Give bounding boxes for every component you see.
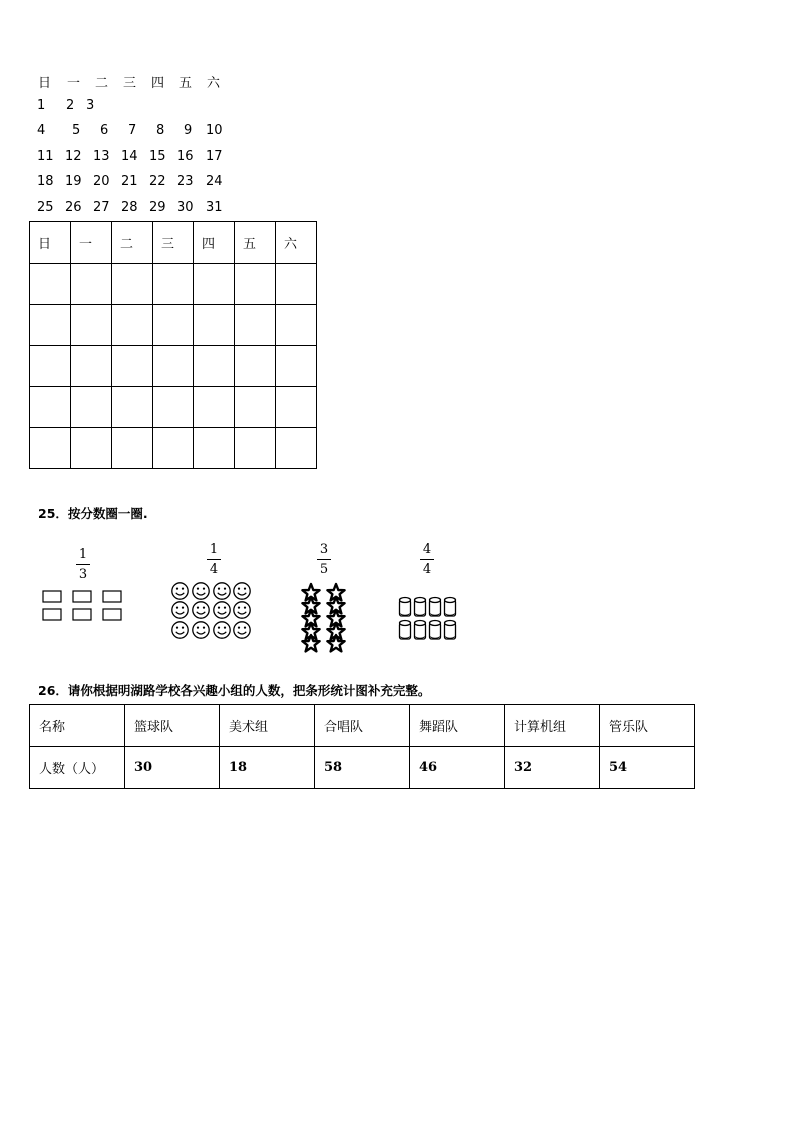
blank-cell[interactable] (153, 264, 194, 305)
date-number: 6 (100, 123, 109, 139)
empty-calendar-table (29, 221, 317, 469)
table-cell: 32 (505, 747, 600, 789)
rectangle-icon (43, 609, 61, 620)
blank-cell[interactable] (276, 428, 317, 469)
blank-cell[interactable] (112, 305, 153, 346)
date-number: 9 (184, 123, 193, 139)
blank-cell[interactable] (276, 264, 317, 305)
blank-cell[interactable] (71, 346, 112, 387)
blank-cell[interactable] (194, 346, 235, 387)
table-header-cell: 计算机组 (505, 705, 600, 747)
weekday-header-cell: 一 (71, 222, 112, 264)
smiley-icon (172, 622, 188, 638)
blank-cell[interactable] (71, 428, 112, 469)
table-header-cell: 舞蹈队 (410, 705, 505, 747)
date-number: 5 (72, 123, 81, 139)
date-number: 21 (121, 174, 138, 190)
smiley-icon (234, 622, 250, 638)
table-header-cell: 美术组 (220, 705, 315, 747)
star-group (297, 582, 351, 654)
date-number: 3 (86, 97, 95, 113)
cylinder-group (397, 596, 461, 644)
table-cell: 58 (315, 747, 410, 789)
blank-cell[interactable] (235, 428, 276, 469)
date-number: 17 (206, 148, 223, 164)
empty-calendar-header-row (30, 222, 317, 264)
table-cell: 54 (600, 747, 695, 789)
date-number: 13 (93, 148, 110, 164)
blank-cell[interactable] (112, 387, 153, 428)
blank-cell[interactable] (153, 387, 194, 428)
blank-cell[interactable] (235, 346, 276, 387)
cylinder-icon (430, 598, 441, 617)
cylinder-icon (445, 598, 456, 617)
date-number: 22 (149, 174, 166, 190)
date-number: 29 (149, 199, 166, 215)
smiley-icon (234, 583, 250, 599)
table-cell: 46 (410, 747, 505, 789)
date-number: 27 (93, 199, 110, 215)
fraction-1 (73, 547, 93, 582)
blank-cell[interactable] (30, 305, 71, 346)
weekday-header-cell: 六 (276, 222, 317, 264)
fraction-denominator: 5 (319, 562, 329, 577)
weekday-label: 四 (151, 76, 165, 91)
cylinder-icon (415, 621, 426, 640)
date-number: 4 (37, 123, 46, 139)
smiley-icon (193, 622, 209, 638)
weekday-label: 日 (38, 76, 52, 91)
smiley-icon (214, 622, 230, 638)
smiley-icon (214, 583, 230, 599)
date-number: 26 (65, 199, 82, 215)
empty-calendar-row (30, 387, 317, 428)
question-25-title: 25．按分数圈一圈. (38, 506, 148, 521)
blank-cell[interactable] (194, 305, 235, 346)
blank-cell[interactable] (71, 264, 112, 305)
fraction-2 (204, 542, 224, 577)
blank-cell[interactable] (276, 305, 317, 346)
rectangle-icon (73, 591, 91, 602)
empty-calendar-row (30, 346, 317, 387)
cylinder-icon (400, 621, 411, 640)
smiley-group (170, 581, 254, 641)
date-number: 8 (156, 123, 165, 139)
blank-cell[interactable] (112, 428, 153, 469)
fraction-bar (317, 559, 331, 560)
rectangle-group (42, 590, 124, 622)
smiley-icon (214, 602, 230, 618)
date-number: 10 (206, 123, 223, 139)
smiley-icon (193, 583, 209, 599)
fraction-denominator: 4 (209, 562, 219, 577)
interest-group-table (29, 704, 695, 789)
table-cell: 18 (220, 747, 315, 789)
rectangle-icon (103, 609, 121, 620)
fraction-numerator: 3 (319, 542, 329, 557)
blank-cell[interactable] (194, 264, 235, 305)
weekday-header-cell: 日 (30, 222, 71, 264)
empty-calendar-row (30, 428, 317, 469)
weekday-label: 二 (95, 76, 109, 91)
blank-cell[interactable] (194, 428, 235, 469)
blank-cell[interactable] (153, 346, 194, 387)
blank-cell[interactable] (71, 387, 112, 428)
table-header-cell: 管乐队 (600, 705, 695, 747)
table-header-cell: 合唱队 (315, 705, 410, 747)
date-number: 20 (93, 174, 110, 190)
blank-cell[interactable] (235, 305, 276, 346)
blank-cell[interactable] (30, 387, 71, 428)
empty-calendar-row (30, 264, 317, 305)
blank-cell[interactable] (276, 346, 317, 387)
date-number: 15 (149, 148, 166, 164)
date-number: 14 (121, 148, 138, 164)
blank-cell[interactable] (71, 305, 112, 346)
date-number: 1 (37, 97, 46, 113)
date-number: 11 (37, 148, 54, 164)
rectangle-icon (103, 591, 121, 602)
fraction-bar (207, 559, 221, 560)
cylinder-icon (400, 598, 411, 617)
smiley-icon (172, 583, 188, 599)
date-number: 2 (66, 97, 75, 113)
blank-cell[interactable] (30, 428, 71, 469)
weekday-header-cell: 五 (235, 222, 276, 264)
blank-cell[interactable] (194, 387, 235, 428)
date-number: 24 (206, 174, 223, 190)
rectangle-icon (73, 609, 91, 620)
date-number: 23 (177, 174, 194, 190)
weekday-header-cell: 二 (112, 222, 153, 264)
fraction-numerator: 4 (422, 542, 432, 557)
blank-cell[interactable] (235, 264, 276, 305)
blank-cell[interactable] (276, 387, 317, 428)
table-header-row (30, 705, 695, 747)
blank-cell[interactable] (153, 305, 194, 346)
blank-cell[interactable] (112, 346, 153, 387)
fraction-4 (417, 542, 437, 577)
question-26-title: 26．请你根据明湖路学校各兴趣小组的人数，把条形统计图补充完整。 (38, 683, 431, 698)
blank-cell[interactable] (30, 264, 71, 305)
table-header-cell: 篮球队 (125, 705, 220, 747)
fraction-3 (314, 542, 334, 577)
table-row (30, 747, 695, 789)
weekday-label: 六 (207, 76, 221, 91)
date-number: 31 (206, 199, 223, 215)
smiley-icon (172, 602, 188, 618)
fraction-bar (76, 564, 90, 565)
weekday-label: 五 (179, 76, 193, 91)
blank-cell[interactable] (153, 428, 194, 469)
date-number: 25 (37, 199, 54, 215)
fraction-numerator: 1 (78, 547, 88, 562)
smiley-icon (234, 602, 250, 618)
date-number: 16 (177, 148, 194, 164)
fraction-bar (420, 559, 434, 560)
date-number: 30 (177, 199, 194, 215)
cylinder-icon (415, 598, 426, 617)
cylinder-icon (430, 621, 441, 640)
weekday-label: 一 (67, 76, 81, 91)
empty-calendar-row (30, 305, 317, 346)
blank-cell[interactable] (30, 346, 71, 387)
blank-cell[interactable] (235, 387, 276, 428)
date-number: 28 (121, 199, 138, 215)
fraction-numerator: 1 (209, 542, 219, 557)
table-cell: 30 (125, 747, 220, 789)
date-number: 7 (128, 123, 137, 139)
fraction-denominator: 4 (422, 562, 432, 577)
rectangle-icon (43, 591, 61, 602)
fraction-denominator: 3 (78, 567, 88, 582)
weekday-header-cell: 四 (194, 222, 235, 264)
weekday-label: 三 (123, 76, 137, 91)
date-number: 19 (65, 174, 82, 190)
weekday-header-cell: 三 (153, 222, 194, 264)
smiley-icon (193, 602, 209, 618)
blank-cell[interactable] (112, 264, 153, 305)
date-number: 18 (37, 174, 54, 190)
table-header-cell: 名称 (30, 705, 125, 747)
date-number: 12 (65, 148, 82, 164)
table-row-label: 人数（人） (30, 747, 125, 789)
cylinder-icon (445, 621, 456, 640)
